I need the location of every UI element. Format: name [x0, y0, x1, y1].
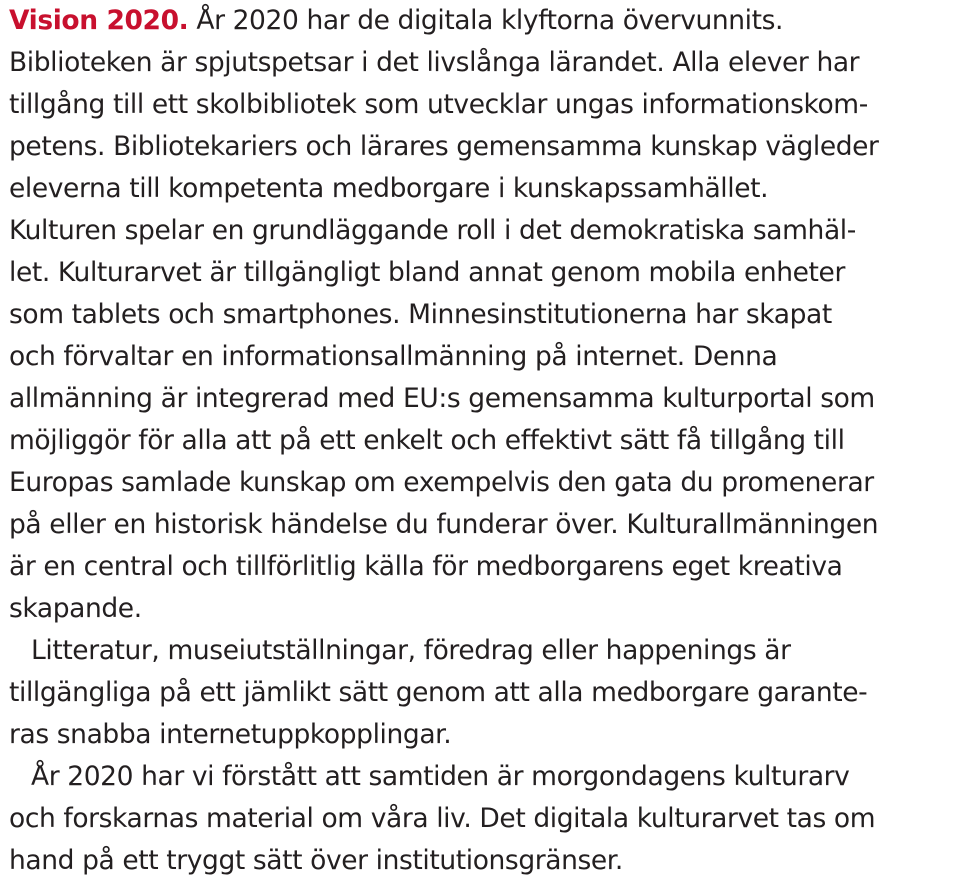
- text-line: Europas samlade kunskap om exempelvis den gata du promenerar: [9, 467, 874, 498]
- text-line: tillgång till ett skolbibliotek som utvecklar ungas informationskom-: [9, 89, 868, 120]
- text-line: på eller en historisk händelse du funderar över. Kulturallmänningen: [9, 509, 879, 540]
- text-line: eleverna till kompetenta medborgare i kunskapssamhället.: [9, 173, 769, 204]
- text-line: Biblioteken är spjutspetsar i det livslånga lärandet. Alla elever har: [9, 47, 860, 78]
- text-line: Kulturen spelar en grundläggande roll i det demokratiska samhäl-: [9, 215, 856, 246]
- text-line: som tablets och smartphones. Minnesinstitutionerna har skapat: [9, 299, 832, 330]
- text-line: ras snabba internetuppkopplingar.: [9, 719, 452, 750]
- text-line: möjliggör för alla att på ett enkelt och effektivt sätt få tillgång till: [9, 425, 845, 456]
- text-line: skapande.: [9, 593, 142, 624]
- text-line: allmänning är integrerad med EU:s gemensamma kulturportal som: [9, 383, 875, 414]
- text-line: hand på ett tryggt sätt över institutionsgränser.: [9, 845, 623, 876]
- text-line: och forskarnas material om våra liv. Det digitala kulturarvet tas om: [9, 803, 876, 834]
- paragraph-start-line: Litteratur, museiutställningar, föredrag eller happenings är: [31, 635, 791, 666]
- text-line: tillgängliga på ett jämlikt sätt genom att alla medborgare garante-: [9, 677, 868, 708]
- text-line: och förvaltar en informationsallmänning på internet. Denna: [9, 341, 778, 372]
- text-line: [9, 0, 956, 42]
- paragraph-start-line: År 2020 har vi förstått att samtiden är morgondagens kulturarv: [31, 761, 850, 792]
- section-heading: Vision 2020.: [9, 5, 189, 36]
- text-line: petens. Bibliotekariers och lärares gemensamma kunskap vägleder: [9, 131, 879, 162]
- text-line: är en central och tillförlitlig källa för medborgarens eget kreativa: [9, 551, 843, 582]
- text-line-content: År 2020 har de digitala klyftorna övervunnits.: [188, 5, 784, 36]
- text-line: let. Kulturarvet är tillgängligt bland annat genom mobila enheter: [9, 257, 845, 288]
